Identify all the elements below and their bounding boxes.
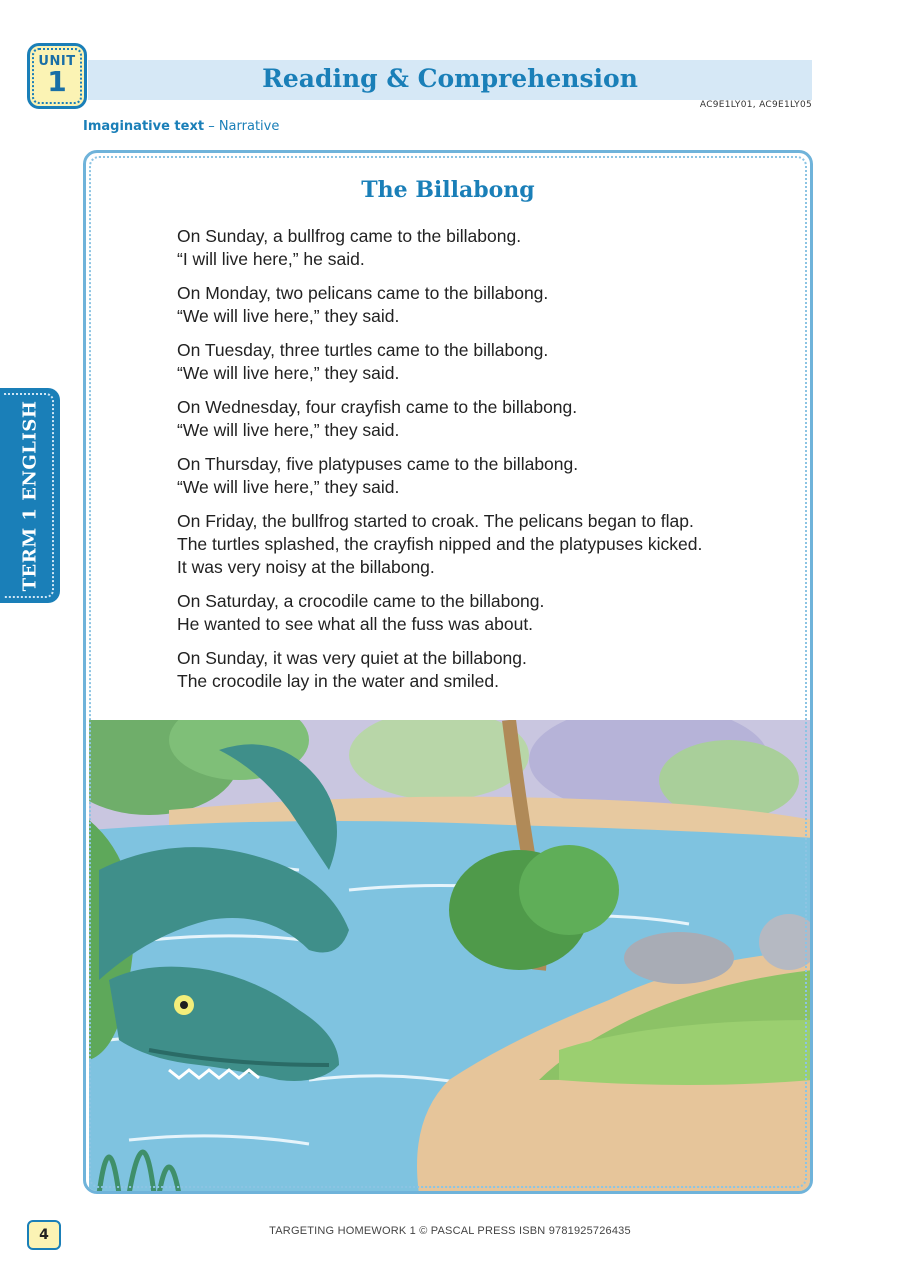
story-paragraph xyxy=(177,590,797,636)
story-line: “I will live here,” he said. xyxy=(177,249,365,269)
side-tab-label: TERM 1 ENGLISH xyxy=(19,400,41,591)
story-line: “We will live here,” they said. xyxy=(177,363,400,383)
story-line: On Tuesday, three turtles came to the billabong. xyxy=(177,340,549,360)
story-line: On Sunday, it was very quiet at the billabong. xyxy=(177,648,527,668)
page-title: Reading & Comprehension xyxy=(262,64,638,93)
text-type-label xyxy=(83,119,279,134)
curriculum-codes: AC9E1LY01, AC9E1LY05 xyxy=(699,100,812,110)
story-paragraph xyxy=(177,282,797,328)
story-line: The turtles splashed, the crayfish nipped and the platypuses kicked. xyxy=(177,534,703,554)
story-line: It was very noisy at the billabong. xyxy=(177,557,435,577)
text-type-bold: Imaginative text xyxy=(83,119,205,134)
story-line: “We will live here,” they said. xyxy=(177,420,400,440)
story-body xyxy=(177,225,797,704)
story-line: On Thursday, five platypuses came to the billabong. xyxy=(177,454,579,474)
story-paragraph xyxy=(177,647,797,693)
story-line: On Saturday, a crocodile came to the billabong. xyxy=(177,591,545,611)
story-panel xyxy=(83,150,813,1194)
unit-label: UNIT xyxy=(38,54,76,69)
story-line: He wanted to see what all the fuss was about. xyxy=(177,614,534,634)
unit-badge xyxy=(27,43,87,109)
story-line: “We will live here,” they said. xyxy=(177,477,400,497)
story-paragraph xyxy=(177,453,797,499)
page-number: 4 xyxy=(27,1220,61,1250)
story-line: On Monday, two pelicans came to the billabong. xyxy=(177,283,549,303)
story-line: On Friday, the bullfrog started to croak. The pelicans began to flap. xyxy=(177,511,694,531)
text-type-genre: Narrative xyxy=(218,119,280,134)
story-line: On Sunday, a bullfrog came to the billabong. xyxy=(177,226,522,246)
story-paragraph xyxy=(177,396,797,442)
story-paragraph xyxy=(177,225,797,271)
unit-number: 1 xyxy=(47,65,67,98)
story-title: The Billabong xyxy=(361,177,535,203)
story-paragraph xyxy=(177,339,797,385)
footer-text: TARGETING HOMEWORK 1 © PASCAL PRESS ISBN 9781925726435 xyxy=(269,1225,631,1237)
story-line: The crocodile lay in the water and smiled. xyxy=(177,671,499,691)
crocodile-billabong-illustration xyxy=(89,720,813,1194)
term-side-tab xyxy=(0,388,60,603)
story-line: On Wednesday, four crayfish came to the billabong. xyxy=(177,397,578,417)
text-type-separator: – xyxy=(204,119,219,134)
header-bar xyxy=(88,60,812,100)
story-paragraph xyxy=(177,510,797,579)
story-line: “We will live here,” they said. xyxy=(177,306,400,326)
